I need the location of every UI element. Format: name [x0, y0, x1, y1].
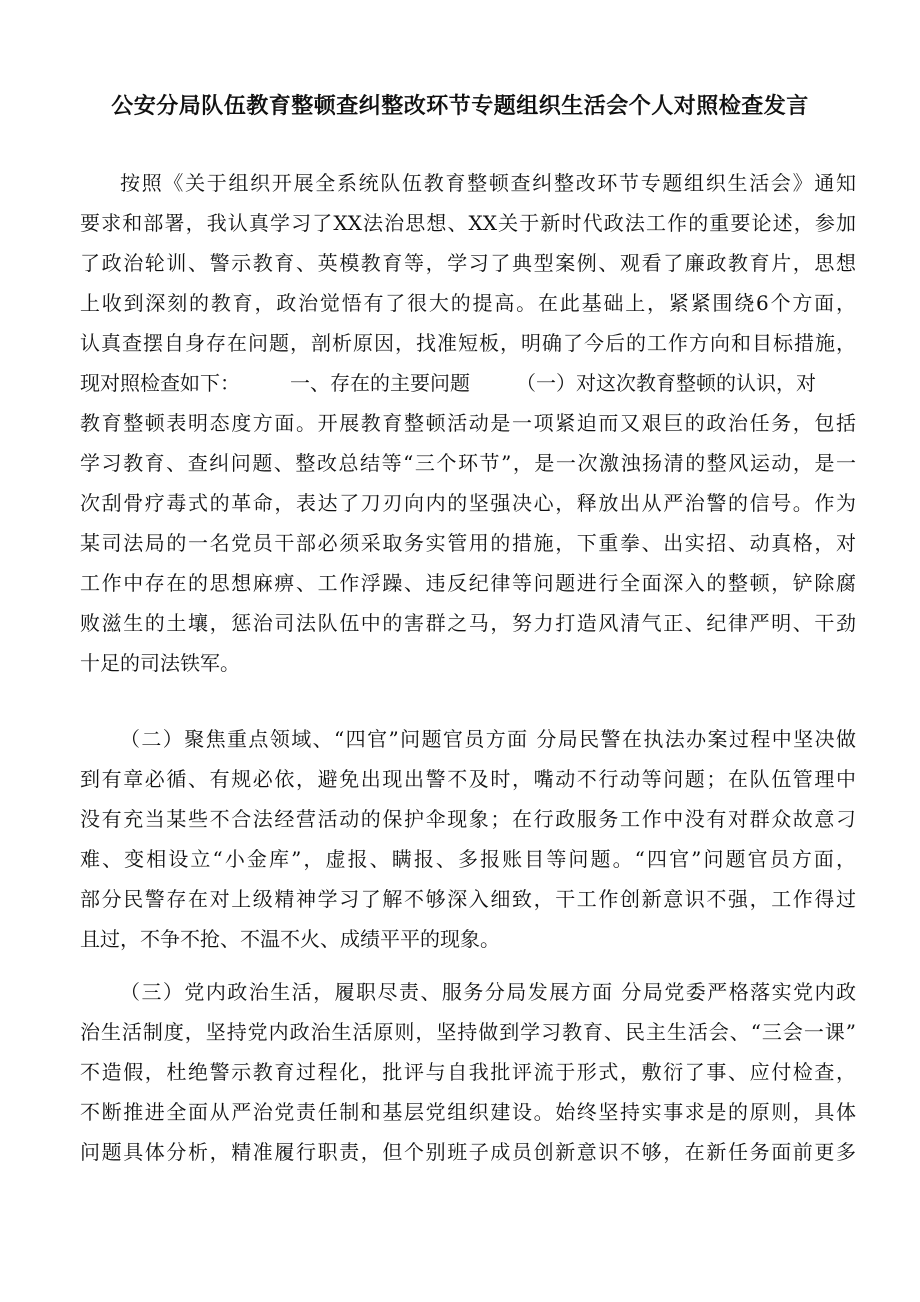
text-line: 难、变相设立“小金库”，虚报、瞒报、多报账目等问题。“四官”问题官员方面， [80, 847, 856, 871]
text-line: 认真查摆自身存在问题，剖析原因，找准短板，明确了今后的工作方向和目标措施， [80, 331, 856, 355]
text-line: 教育整顿表明态度方面。开展教育整顿活动是一项紧迫而又艰巨的政治任务，包括 [80, 411, 856, 435]
text-line: 按照《关于组织开展全系统队伍教育整顿查纠整改环节专题组织生活会》通知 [120, 171, 856, 195]
text-fragment: （一）对这次教育整顿的认识，对 [516, 371, 816, 395]
paragraph-intro [80, 163, 856, 683]
document-title: 公安分局队伍教育整顿查纠整改环节专题组织生活会个人对照检查发言 [111, 93, 809, 119]
section-heading: 一、存在的主要问题 [290, 371, 470, 395]
paragraph-section-3 [80, 972, 856, 1172]
text-line: 问题具体分析，精准履行职责，但个别班子成员创新意识不够，在新任务面前更多 [80, 1140, 856, 1164]
text-line: 次刮骨疗毒式的革命，表达了刀刃向内的坚强决心，释放出从严治警的信号。作为 [80, 491, 856, 515]
text-line: 某司法局的一名党员干部必须采取务实管用的措施，下重拳、出实招、动真格，对 [80, 531, 856, 555]
text-line: （三）党内政治生活，履职尽责、服务分局发展方面 分局党委严格落实党内政 [120, 980, 856, 1004]
text-line: 不造假，杜绝警示教育过程化，批评与自我批评流于形式，敷衍了事、应付检查， [80, 1060, 856, 1084]
text-line: 到有章必循、有规必依，避免出现出警不及时，嘴动不行动等问题；在队伍管理中 [80, 767, 856, 791]
text-line: 工作中存在的思想麻痹、工作浮躁、违反纪律等问题进行全面深入的整顿，铲除腐 [80, 571, 856, 595]
text-line: （二）聚焦重点领域、“四官”问题官员方面 分局民警在执法办案过程中坚决做 [120, 727, 856, 751]
text-line: 败滋生的土壤，惩治司法队伍中的害群之马，努力打造风清气正、纪律严明、干劲 [80, 611, 856, 635]
text-line: 要求和部署，我认真学习了XX法治思想、XX关于新时代政法工作的重要论述，参加 [80, 211, 856, 235]
text-line: 治生活制度，坚持党内政治生活原则，坚持做到学习教育、民主生活会、“三会一课” [80, 1020, 856, 1044]
text-line: 了政治轮训、警示教育、英模教育等，学习了典型案例、观看了廉政教育片，思想 [80, 251, 856, 275]
text-line: 部分民警存在对上级精神学习了解不够深入细致，干工作创新意识不强，工作得过 [80, 887, 856, 911]
text-line [80, 363, 856, 403]
text-fragment: 现对照检查如下： [80, 371, 240, 395]
text-line: 没有充当某些不合法经营活动的保护伞现象；在行政服务工作中没有对群众故意刁 [80, 807, 856, 831]
text-line: 上收到深刻的教育，政治觉悟有了很大的提高。在此基础上，紧紧围绕6个方面， [80, 291, 856, 315]
text-line: 学习教育、查纠问题、整改总结等“三个环节”，是一次激浊扬清的整风运动，是一 [80, 451, 856, 475]
text-line: 且过，不争不抢、不温不火、成绩平平的现象。 [80, 927, 500, 951]
text-line: 不断推进全面从严治党责任制和基层党组织建设。始终坚持实事求是的原则，具体 [80, 1100, 856, 1124]
paragraph-section-2 [80, 719, 856, 959]
text-line: 十足的司法铁军。 [80, 651, 240, 675]
